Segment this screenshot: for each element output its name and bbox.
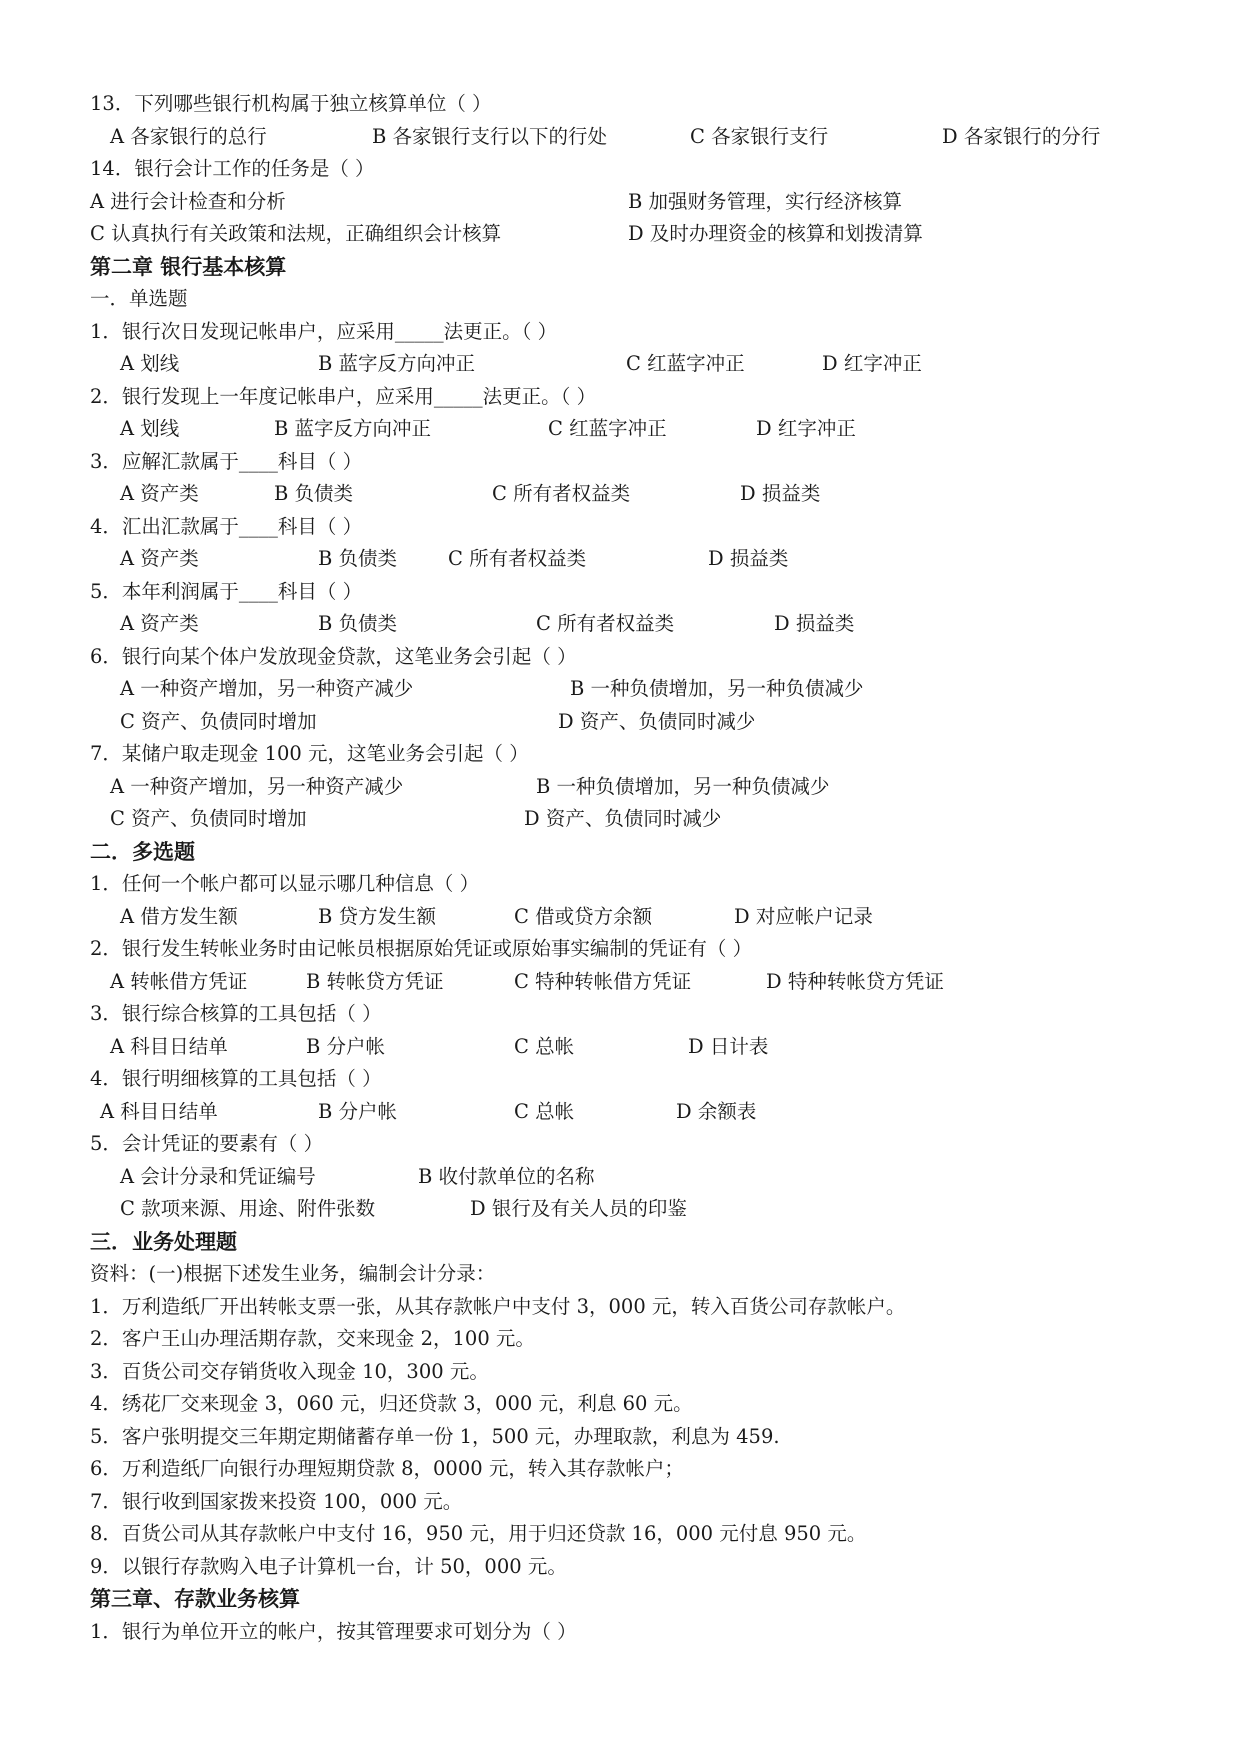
answer-option: D 银行及有关人员的印鉴	[470, 1197, 687, 1220]
question-text: 3．应解汇款属于____科目（ ）	[90, 449, 363, 473]
answer-option: C 款项来源、用途、附件张数	[120, 1197, 376, 1220]
question-text: 2．银行发现上一年度记帐串户，应采用_____法更正。（ ）	[90, 384, 597, 408]
answer-option: C 所有者权益类	[536, 612, 675, 635]
answer-options-row	[90, 543, 1170, 576]
answer-options-row	[90, 1193, 1170, 1226]
question-text: 4．银行明细核算的工具包括（ ）	[90, 1067, 382, 1090]
answer-option: C 所有者权益类	[492, 482, 631, 505]
section-heading: 三．业务处理题	[90, 1228, 237, 1254]
answer-option: B 贷方发生额	[318, 904, 437, 928]
question-text: 5．会计凭证的要素有（ ）	[90, 1132, 324, 1155]
answer-option: D 及时办理资金的核算和划拨清算	[628, 222, 923, 245]
answer-options-row	[90, 413, 1170, 446]
answer-option: B 负债类	[274, 482, 354, 505]
answer-option: A 科目日结单	[100, 1099, 218, 1123]
question-text: 13．下列哪些银行机构属于独立核算单位（ ）	[90, 92, 492, 115]
answer-options-row	[90, 348, 1170, 381]
question-text: 一．单选题	[90, 287, 188, 310]
question-text: 2．银行发生转帐业务时由记帐员根据原始凭证或原始事实编制的凭证有（ ）	[90, 937, 753, 960]
document-page	[90, 88, 1170, 1648]
answer-options-row	[90, 706, 1170, 739]
answer-option: B 负债类	[318, 612, 398, 635]
answer-option: B 转帐贷方凭证	[306, 969, 444, 993]
answer-option: D 资产、负债同时减少	[524, 807, 722, 830]
answer-option: A 各家银行的总行	[110, 124, 267, 148]
question-text: 1．任何一个帐户都可以显示哪几种信息（ ）	[90, 872, 480, 895]
question-text: 3．银行综合核算的工具包括（ ）	[90, 1002, 382, 1025]
answer-option: A 一种资产增加，另一种资产减少	[120, 677, 414, 700]
question-text: 4．绣花厂交来现金 3，060 元，归还贷款 3，000 元，利息 60 元。	[90, 1392, 693, 1415]
question-text: 1．银行次日发现记帐串户，应采用_____法更正。（ ）	[90, 319, 558, 343]
answer-option: D 特种转帐贷方凭证	[766, 969, 944, 993]
answer-option: A 划线	[120, 352, 180, 375]
answer-option: C 借或贷方余额	[514, 904, 653, 928]
question-text: 4．汇出汇款属于____科目（ ）	[90, 514, 363, 538]
answer-option: A 一种资产增加，另一种资产减少	[110, 774, 404, 798]
answer-option: B 加强财务管理，实行经济核算	[628, 189, 903, 213]
question-text: 6．万利造纸厂向银行办理短期贷款 8，0000 元，转入其存款帐户；	[90, 1457, 684, 1480]
question-text: 14．银行会计工作的任务是（ ）	[90, 157, 375, 180]
answer-option: C 总帐	[514, 1099, 575, 1123]
answer-option: C 总帐	[514, 1034, 575, 1058]
section-heading: 二．多选题	[90, 838, 195, 864]
answer-option: C 各家银行支行	[690, 124, 829, 148]
answer-option: D 日计表	[688, 1034, 769, 1058]
answer-option: A 科目日结单	[110, 1034, 228, 1058]
answer-option: D 红字冲正	[822, 352, 922, 375]
section-heading: 第三章、存款业务核算	[90, 1586, 300, 1611]
answer-option: D 损益类	[774, 612, 855, 635]
answer-option: B 分户帐	[306, 1034, 386, 1058]
question-text: 5．本年利润属于____科目（ ）	[90, 579, 363, 603]
answer-option: A 转帐借方凭证	[110, 969, 248, 993]
answer-options-row	[90, 478, 1170, 511]
answer-options-row	[90, 1161, 1170, 1194]
answer-options-row	[90, 1031, 1170, 1064]
answer-option: D 红字冲正	[756, 417, 856, 440]
answer-option: A 划线	[120, 417, 180, 440]
question-text: 9．以银行存款购入电子计算机一台，计 50，000 元。	[90, 1554, 567, 1578]
answer-options-row	[90, 673, 1170, 706]
answer-option: A 会计分录和凭证编号	[120, 1164, 316, 1188]
answer-options-row	[90, 608, 1170, 641]
answer-option: A 资产类	[120, 547, 199, 570]
question-text: 8．百货公司从其存款帐户中支付 16，950 元，用于归还贷款 16，000 元付息 950 元。	[90, 1522, 867, 1545]
answer-option: B 一种负债增加，另一种负债减少	[536, 774, 830, 798]
answer-options-row	[90, 966, 1170, 999]
answer-option: A 资产类	[120, 482, 199, 505]
answer-option: D 资产、负债同时减少	[558, 709, 756, 733]
answer-option: B 收付款单位的名称	[418, 1164, 595, 1188]
answer-options-row	[90, 1096, 1170, 1129]
question-text: 3．百货公司交存销货收入现金 10，300 元。	[90, 1359, 489, 1383]
answer-option: C 红蓝字冲正	[548, 417, 667, 440]
answer-option: C 认真执行有关政策和法规，正确组织会计核算	[90, 222, 502, 245]
answer-option: B 各家银行支行以下的行处	[372, 124, 608, 148]
question-text: 6．银行向某个体户发放现金贷款，这笔业务会引起（ ）	[90, 644, 577, 668]
question-text: 2．客户王山办理活期存款，交来现金 2，100 元。	[90, 1327, 535, 1350]
question-text: 1．银行为单位开立的帐户，按其管理要求可划分为（ ）	[90, 1619, 577, 1643]
answer-option: A 借方发生额	[120, 904, 238, 928]
question-text: 资料：(一)根据下述发生业务，编制会计分录：	[90, 1262, 496, 1285]
answer-option: B 一种负债增加，另一种负债减少	[570, 677, 864, 700]
answer-option: D 对应帐户记录	[734, 904, 873, 928]
answer-option: C 资产、负债同时增加	[110, 807, 307, 830]
question-text: 1．万利造纸厂开出转帐支票一张，从其存款帐户中支付 3，000 元，转入百货公司存款帐户。	[90, 1294, 906, 1318]
answer-option: C 红蓝字冲正	[626, 352, 745, 375]
answer-option: A 资产类	[120, 612, 199, 635]
answer-option: D 损益类	[740, 482, 821, 505]
section-heading: 第二章 银行基本核算	[90, 253, 287, 279]
question-text: 7．银行收到国家拨来投资 100，000 元。	[90, 1489, 463, 1513]
answer-option: B 负债类	[318, 547, 398, 570]
answer-option: D 余额表	[676, 1099, 757, 1123]
answer-options-row	[90, 901, 1170, 934]
question-text: 5．客户张明提交三年期定期储蓄存单一份 1，500 元，办理取款，利息为 459.	[90, 1424, 780, 1448]
answer-option: B 蓝字反方向冲正	[318, 352, 476, 375]
answer-option: D 损益类	[708, 547, 789, 570]
answer-options-row	[90, 218, 1170, 251]
answer-option: C 所有者权益类	[448, 547, 587, 570]
answer-options-row	[90, 186, 1170, 219]
answer-options-row	[90, 771, 1170, 804]
answer-option: D 各家银行的分行	[942, 124, 1101, 148]
answer-option: A 进行会计检查和分析	[90, 189, 286, 213]
question-text: 7．某储户取走现金 100 元，这笔业务会引起（ ）	[90, 742, 529, 765]
answer-option: B 蓝字反方向冲正	[274, 417, 432, 440]
answer-option: C 资产、负债同时增加	[120, 709, 317, 733]
answer-option: B 分户帐	[318, 1099, 398, 1123]
answer-option: C 特种转帐借方凭证	[514, 969, 692, 993]
answer-options-row	[90, 803, 1170, 836]
answer-options-row	[90, 121, 1170, 154]
